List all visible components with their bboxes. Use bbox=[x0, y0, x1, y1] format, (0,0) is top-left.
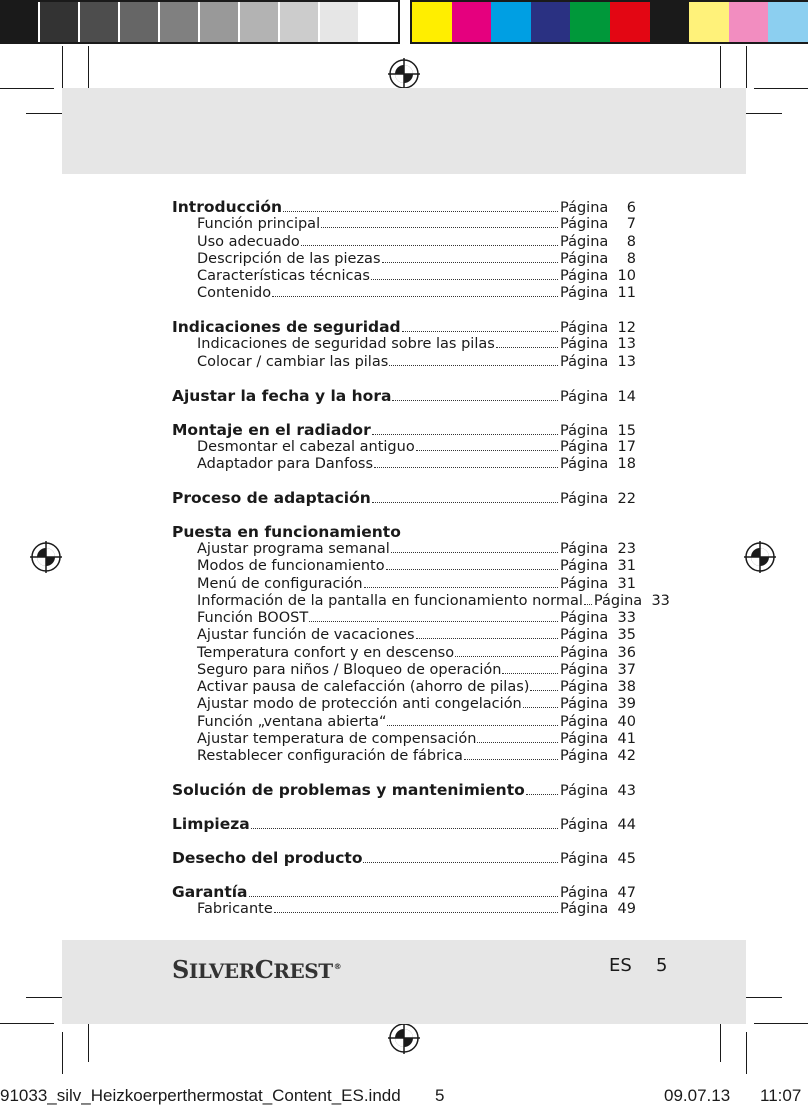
toc-entry[interactable] bbox=[172, 610, 636, 627]
toc-entry[interactable] bbox=[172, 679, 636, 696]
toc-entry-title: Información de la pantalla en funcionamiento normal bbox=[197, 592, 583, 609]
toc-entry[interactable] bbox=[172, 268, 636, 285]
page-label: Página bbox=[560, 748, 609, 765]
page-label: Página bbox=[560, 250, 609, 267]
dot-leader bbox=[272, 296, 558, 297]
page-label: Página bbox=[560, 216, 609, 233]
registration-mark-icon bbox=[744, 541, 776, 573]
toc-page-number: 35 bbox=[617, 627, 636, 644]
page-label: Página bbox=[560, 817, 609, 834]
calibration-swatch bbox=[531, 2, 571, 42]
toc-page-number: 47 bbox=[617, 884, 636, 901]
toc-page-number: 10 bbox=[617, 268, 636, 284]
slug-time: 11:07 bbox=[760, 1086, 802, 1105]
toc-entry[interactable] bbox=[172, 285, 636, 302]
toc-entry-title: Garantía bbox=[172, 882, 248, 901]
toc-section bbox=[172, 850, 636, 867]
toc-entry-title: Uso adecuado bbox=[197, 233, 300, 250]
toc-entry-title: Ajustar modo de protección anti congelación bbox=[197, 696, 522, 713]
toc-section bbox=[172, 319, 636, 371]
toc-section-heading[interactable] bbox=[172, 319, 636, 336]
color-calibration-bar bbox=[410, 0, 808, 44]
dot-leader bbox=[477, 742, 558, 743]
toc-section bbox=[172, 522, 670, 766]
toc-entry-title: Descripción de las piezas bbox=[197, 250, 381, 267]
dot-leader bbox=[249, 896, 558, 897]
dot-leader bbox=[251, 828, 558, 829]
dot-leader bbox=[402, 331, 558, 332]
toc-entry[interactable] bbox=[172, 216, 636, 233]
dot-leader bbox=[387, 725, 558, 726]
dot-leader bbox=[526, 794, 558, 795]
calibration-swatch bbox=[650, 2, 690, 42]
toc-page-number: 33 bbox=[617, 610, 636, 627]
toc-entry-title: Montaje en el radiador bbox=[172, 420, 371, 439]
dot-leader bbox=[372, 502, 558, 503]
crop-mark bbox=[746, 1032, 747, 1074]
toc-entry-title: Ajustar temperatura de compensación bbox=[197, 730, 477, 747]
toc-entry-title: Desmontar el cabezal antiguo bbox=[197, 438, 415, 455]
dot-leader bbox=[301, 245, 558, 246]
toc-entry-title: Proceso de adaptación bbox=[172, 489, 371, 507]
dot-leader bbox=[364, 587, 558, 588]
slug-page: 5 bbox=[435, 1086, 445, 1105]
toc-page-number: 33 bbox=[651, 592, 670, 609]
calibration-swatch bbox=[198, 2, 238, 42]
calibration-swatch bbox=[491, 2, 531, 42]
calibration-swatch bbox=[768, 2, 808, 42]
toc-entry-title: Indicaciones de seguridad sobre las pilas bbox=[197, 336, 495, 353]
toc-entry-title: Ajustar la fecha y la hora bbox=[172, 386, 392, 405]
page-number: 5 bbox=[656, 955, 668, 976]
calibration-swatch bbox=[689, 2, 729, 42]
toc-page-number: 23 bbox=[617, 541, 636, 558]
calibration-swatch bbox=[158, 2, 198, 42]
page-label: Página bbox=[560, 558, 609, 575]
registration-mark-icon bbox=[30, 541, 62, 573]
toc-entry[interactable] bbox=[172, 592, 670, 610]
toc-section-heading[interactable] bbox=[172, 816, 636, 833]
toc-page-number: 12 bbox=[617, 320, 636, 337]
toc-section-heading[interactable] bbox=[172, 388, 636, 405]
crop-mark bbox=[88, 1020, 89, 1062]
toc-section bbox=[172, 490, 636, 507]
dot-leader bbox=[283, 211, 558, 212]
calibration-swatch bbox=[729, 2, 769, 42]
toc-entry-title: Características técnicas bbox=[197, 268, 370, 284]
toc-page-number: 6 bbox=[626, 200, 636, 216]
toc-entry[interactable] bbox=[172, 439, 636, 456]
toc-entry[interactable] bbox=[172, 645, 636, 662]
toc-page-number: 11 bbox=[617, 285, 636, 302]
dot-leader bbox=[530, 690, 558, 691]
toc-section-heading[interactable] bbox=[172, 422, 636, 439]
crop-mark bbox=[0, 88, 54, 89]
silvercrest-logo: SILVERCREST® bbox=[172, 955, 342, 984]
toc-entry[interactable] bbox=[172, 456, 636, 473]
toc-entry[interactable] bbox=[172, 714, 636, 731]
toc-page-number: 41 bbox=[617, 730, 636, 747]
toc-entry-title: Ajustar función de vacaciones bbox=[197, 627, 415, 644]
slug-filename: 91033_silv_Heizkoerperthermostat_Content_ES.indd bbox=[0, 1086, 401, 1105]
page-label: Página bbox=[560, 661, 609, 678]
calibration-swatch bbox=[278, 2, 318, 42]
page-label: Página bbox=[560, 627, 609, 644]
toc-page-number: 14 bbox=[617, 388, 636, 405]
toc-section bbox=[172, 422, 636, 474]
calibration-swatch bbox=[452, 2, 492, 42]
toc-entry-title: Puesta en funcionamiento bbox=[172, 522, 401, 541]
toc-entry[interactable] bbox=[172, 576, 636, 593]
toc-section-heading[interactable] bbox=[172, 850, 636, 867]
calibration-swatch bbox=[358, 2, 398, 42]
page-label: Página bbox=[560, 884, 609, 901]
page-label: Página bbox=[560, 491, 609, 507]
toc-entry[interactable] bbox=[172, 558, 636, 575]
crop-mark bbox=[754, 1023, 808, 1024]
toc-page-number: 31 bbox=[617, 558, 636, 575]
toc-entry[interactable] bbox=[172, 901, 636, 918]
toc-entry-title: Adaptador para Danfoss bbox=[197, 456, 374, 473]
dot-leader bbox=[455, 656, 558, 657]
toc-entry-title: Seguro para niños / Bloqueo de operación bbox=[197, 661, 502, 678]
calibration-swatch bbox=[38, 2, 78, 42]
toc-page-number: 7 bbox=[626, 216, 636, 233]
toc-entry[interactable] bbox=[172, 731, 636, 748]
toc-page-number: 8 bbox=[626, 250, 636, 267]
toc-entry-title: Ajustar programa semanal bbox=[197, 541, 390, 558]
toc-entry-title: Modos de funcionamiento bbox=[197, 558, 385, 575]
crop-mark bbox=[62, 46, 63, 88]
page-label: Página bbox=[560, 353, 609, 370]
page-label: Página bbox=[560, 200, 609, 216]
toc-entry-title: Desecho del producto bbox=[172, 849, 363, 867]
dot-leader bbox=[372, 434, 558, 435]
dot-leader bbox=[309, 621, 558, 622]
page-label: Página bbox=[560, 541, 609, 558]
toc-section-heading[interactable] bbox=[172, 884, 636, 901]
crop-mark bbox=[0, 1023, 54, 1024]
dot-leader bbox=[496, 347, 558, 348]
toc-page-number: 44 bbox=[617, 817, 636, 834]
toc-section bbox=[172, 782, 636, 799]
toc-entry-title: Indicaciones de seguridad bbox=[172, 318, 401, 337]
crop-mark bbox=[62, 1032, 63, 1074]
toc-entry-title: Fabricante bbox=[197, 901, 273, 918]
page-label: Página bbox=[560, 713, 609, 730]
toc-page-number: 39 bbox=[617, 696, 636, 713]
language-code: ES bbox=[609, 955, 632, 976]
calibration-swatch bbox=[610, 2, 650, 42]
toc-entry[interactable] bbox=[172, 541, 636, 558]
toc-page-number: 42 bbox=[617, 748, 636, 765]
page-label: Página bbox=[560, 901, 609, 918]
dot-leader bbox=[363, 862, 558, 863]
dot-leader bbox=[321, 227, 558, 228]
toc-entry[interactable] bbox=[172, 234, 636, 251]
page-label: Página bbox=[560, 679, 609, 696]
toc-page-number: 31 bbox=[617, 575, 636, 592]
page-label: Página bbox=[560, 610, 609, 627]
toc-page-number: 17 bbox=[617, 438, 636, 455]
dot-leader bbox=[464, 759, 558, 760]
page-label: Página bbox=[560, 851, 609, 867]
calibration-swatch bbox=[570, 2, 610, 42]
header-band bbox=[62, 88, 746, 174]
toc-entry[interactable] bbox=[172, 251, 636, 268]
page-label: Página bbox=[560, 388, 609, 405]
calibration-swatch bbox=[318, 2, 358, 42]
toc-page-number: 49 bbox=[617, 901, 636, 918]
toc-page-number: 13 bbox=[617, 336, 636, 353]
calibration-swatch bbox=[78, 2, 118, 42]
toc-entry-title: Temperatura confort y en descenso bbox=[197, 644, 455, 661]
registration-mark-icon bbox=[388, 58, 420, 90]
page-label: Página bbox=[560, 730, 609, 747]
page-label: Página bbox=[593, 592, 643, 609]
toc-entry-title: Contenido bbox=[197, 285, 272, 302]
toc-entry-title: Función principal bbox=[197, 216, 321, 233]
toc-page-number: 40 bbox=[617, 713, 636, 730]
calibration-swatch bbox=[238, 2, 278, 42]
page-label: Página bbox=[560, 336, 609, 353]
toc-entry-title: Restablecer configuración de fábrica bbox=[197, 748, 463, 765]
toc-page-number: 45 bbox=[617, 851, 636, 867]
page-label: Página bbox=[560, 644, 609, 661]
slug-date: 09.07.13 bbox=[664, 1086, 731, 1105]
dot-leader bbox=[416, 638, 558, 639]
toc-page-number: 13 bbox=[617, 353, 636, 370]
page-label: Página bbox=[560, 268, 609, 284]
toc-section bbox=[172, 884, 636, 919]
toc-entry-title: Introducción bbox=[172, 198, 283, 216]
crop-mark bbox=[746, 46, 747, 88]
dot-leader bbox=[389, 365, 558, 366]
toc-entry[interactable] bbox=[172, 662, 636, 679]
toc-page-number: 38 bbox=[617, 679, 636, 696]
toc-entry[interactable] bbox=[172, 336, 636, 353]
toc-section bbox=[172, 388, 636, 405]
toc-page-number: 8 bbox=[626, 233, 636, 250]
page-label: Página bbox=[560, 320, 609, 337]
toc-entry-title: Función BOOST bbox=[197, 610, 309, 627]
page-label: Página bbox=[560, 783, 609, 800]
toc-section-heading[interactable] bbox=[172, 490, 636, 507]
toc-section-heading[interactable] bbox=[172, 199, 636, 216]
dot-leader bbox=[386, 569, 558, 570]
dot-leader bbox=[274, 912, 558, 913]
dot-leader bbox=[416, 450, 558, 451]
toc-entry-title: Solución de problemas y mantenimiento bbox=[172, 781, 525, 800]
dot-leader bbox=[584, 604, 592, 605]
dot-leader bbox=[392, 400, 558, 401]
registration-mark-icon bbox=[388, 1022, 420, 1054]
toc-page-number: 15 bbox=[617, 422, 636, 439]
toc-page-number: 43 bbox=[617, 783, 636, 800]
dot-leader bbox=[382, 262, 559, 263]
grayscale-calibration-bar bbox=[0, 0, 400, 44]
toc-section bbox=[172, 199, 636, 303]
crop-mark bbox=[88, 46, 89, 88]
toc-entry[interactable] bbox=[172, 696, 636, 713]
toc-entry-title: Función „ventana abierta“ bbox=[197, 713, 387, 730]
toc-section bbox=[172, 816, 636, 833]
dot-leader bbox=[374, 467, 558, 468]
toc-section-heading[interactable] bbox=[172, 524, 636, 541]
dot-leader bbox=[391, 552, 558, 553]
table-of-contents bbox=[172, 198, 670, 935]
crop-mark bbox=[754, 88, 808, 89]
footer-band bbox=[62, 940, 746, 1024]
toc-entry-title: Menú de configuración bbox=[197, 575, 363, 592]
toc-entry-title: Activar pausa de calefacción (ahorro de pilas) bbox=[197, 679, 530, 696]
calibration-swatch bbox=[412, 2, 452, 42]
crop-mark bbox=[720, 46, 721, 88]
calibration-swatch bbox=[0, 2, 38, 42]
dot-leader bbox=[371, 279, 558, 280]
toc-entry-title: Limpieza bbox=[172, 815, 250, 834]
page-label: Página bbox=[560, 696, 609, 713]
toc-page-number: 36 bbox=[617, 644, 636, 661]
page-label: Página bbox=[560, 233, 609, 250]
toc-page-number: 37 bbox=[617, 661, 636, 678]
dot-leader bbox=[502, 673, 558, 674]
toc-entry[interactable] bbox=[172, 354, 636, 371]
page-label: Página bbox=[560, 575, 609, 592]
toc-entry[interactable] bbox=[172, 627, 636, 644]
calibration-swatch bbox=[118, 2, 158, 42]
page-label: Página bbox=[560, 438, 609, 455]
toc-entry-title: Colocar / cambiar las pilas bbox=[197, 353, 389, 370]
toc-entry[interactable] bbox=[172, 748, 636, 765]
page-label: Página bbox=[560, 422, 609, 439]
toc-page-number: 22 bbox=[617, 491, 636, 507]
page-label: Página bbox=[560, 285, 609, 302]
page-label: Página bbox=[560, 456, 609, 473]
toc-page-number: 18 bbox=[617, 456, 636, 473]
dot-leader bbox=[523, 707, 558, 708]
crop-mark bbox=[720, 1020, 721, 1062]
toc-section-heading[interactable] bbox=[172, 782, 636, 799]
